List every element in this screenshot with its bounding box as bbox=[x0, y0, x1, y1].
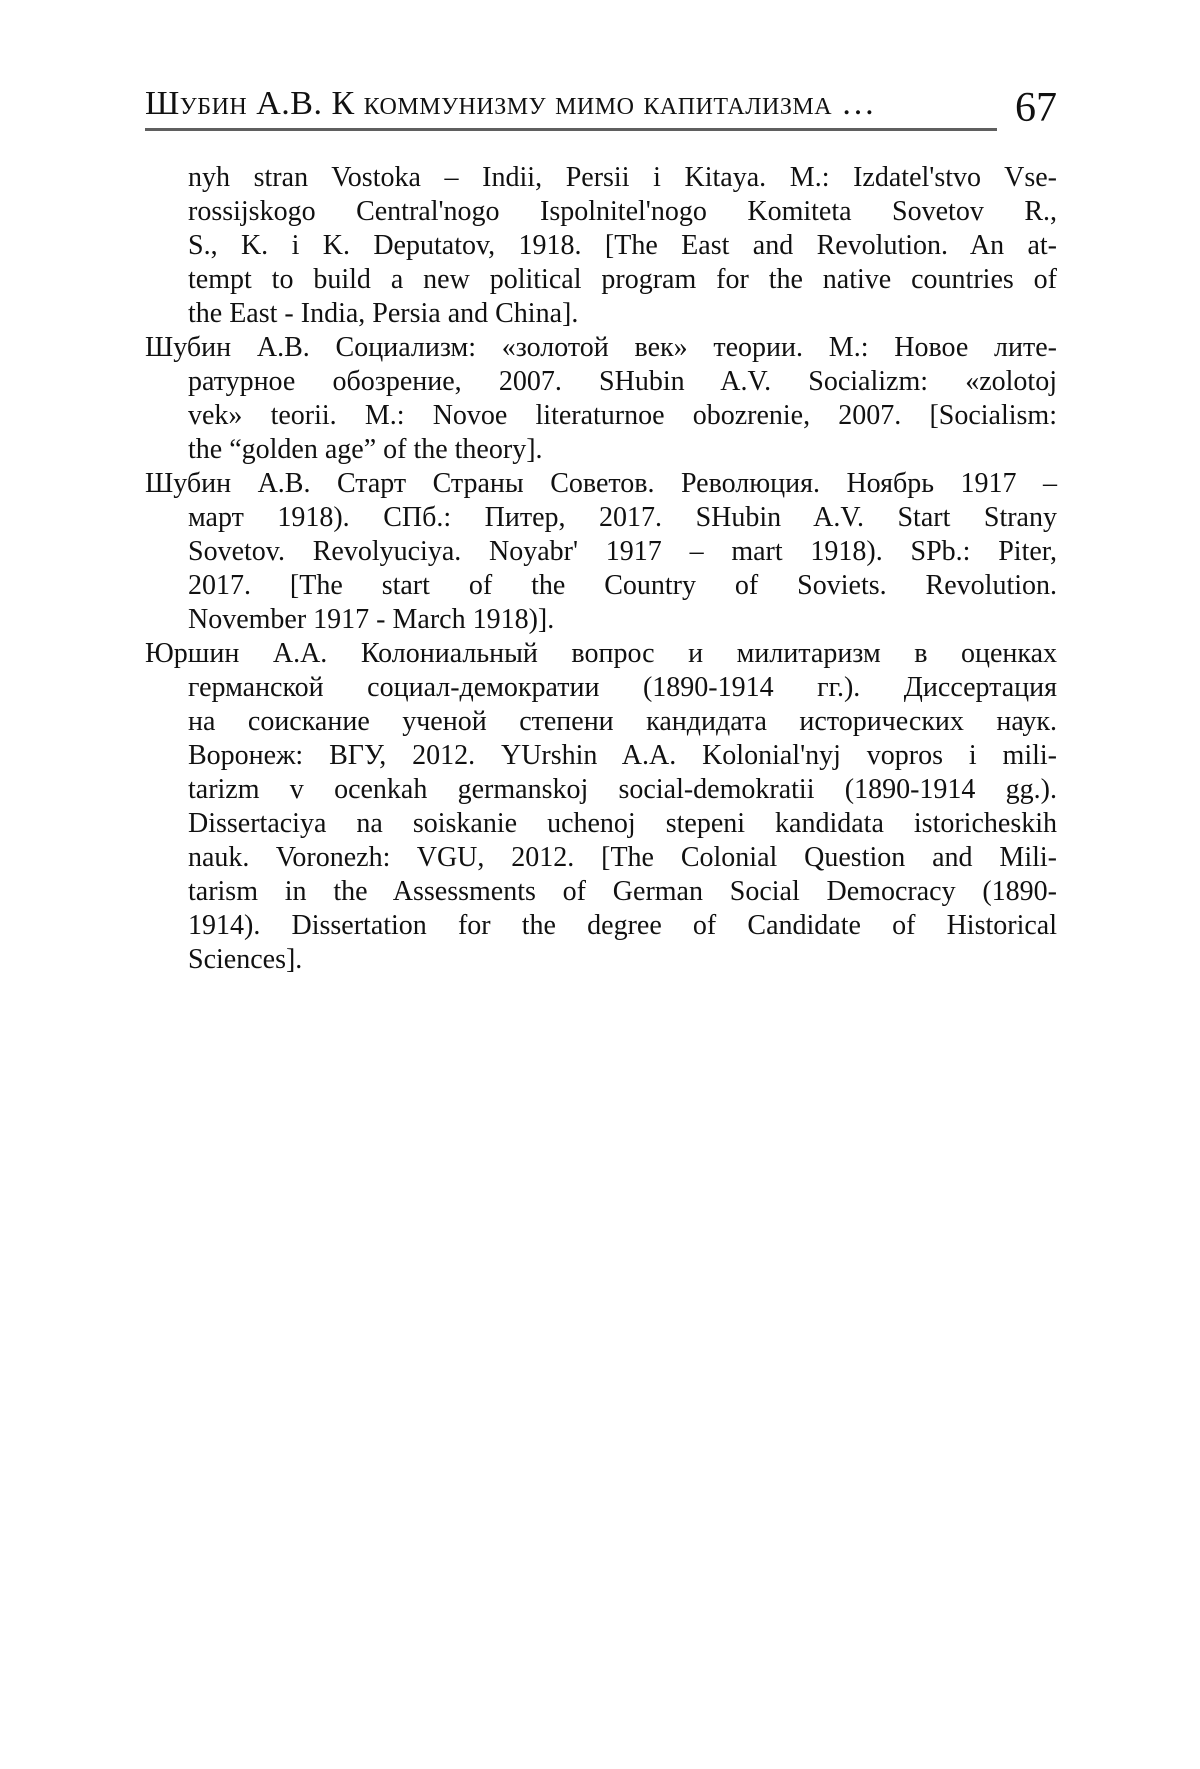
bib-line: 2017. [The start of the Country of Soviets. Revolution. bbox=[188, 569, 1057, 601]
bib-line: the “golden age” of the theory]. bbox=[188, 433, 543, 465]
bib-line: November 1917 - March 1918)]. bbox=[188, 603, 555, 635]
bib-line: ратурное обозрение, 2007. SHubin A.V. Socializm: «zolotoj bbox=[188, 365, 1057, 397]
header-rule bbox=[145, 86, 997, 131]
bib-line: Юршин А.А. Колониальный вопрос и милитаризм в оценках bbox=[145, 637, 1057, 669]
running-header bbox=[145, 86, 1057, 131]
bib-line: the East - India, Persia and China]. bbox=[188, 297, 579, 329]
bib-entry bbox=[145, 637, 1057, 977]
bib-entry bbox=[145, 331, 1057, 467]
bib-line: vek» teorii. M.: Novoe literaturnoe obozrenie, 2007. [Socialism: bbox=[188, 399, 1057, 431]
bib-line: Sciences]. bbox=[188, 943, 303, 975]
bib-entry bbox=[145, 467, 1057, 637]
bib-line: март 1918). СПб.: Питер, 2017. SHubin A.V. Start Strany bbox=[188, 501, 1057, 533]
bib-line: Sovetov. Revolyuciya. Noyabr' 1917 – mart 1918). SPb.: Piter, bbox=[188, 535, 1057, 567]
bib-line: 1914). Dissertation for the degree of Candidate of Historical bbox=[188, 909, 1057, 941]
bib-line: tarizm v ocenkah germanskoj social-demokratii (1890-1914 gg.). bbox=[188, 773, 1057, 805]
bib-line: rossijskogo Central'nogo Ispolnitel'nogo Komiteta Sovetov R., bbox=[188, 195, 1057, 227]
bib-line: Dissertaciya na soiskanie uchenoj stepeni kandidata istoricheskih bbox=[188, 807, 1057, 839]
header-title: Шубин А.В. К коммунизму мимо капитализма … bbox=[145, 85, 876, 122]
bib-line: tarism in the Assessments of German Social Democracy (1890- bbox=[188, 875, 1057, 907]
bib-line: S., K. i K. Deputatov, 1918. [The East and Revolution. An at- bbox=[188, 229, 1057, 261]
bib-line: tempt to build a new political program for the native countries of bbox=[188, 263, 1057, 295]
bib-entry bbox=[145, 161, 1057, 331]
bib-line: на соискание ученой степени кандидата исторических наук. bbox=[188, 705, 1057, 737]
bib-line: nyh stran Vostoka – Indii, Persii i Kitaya. M.: Izdatel'stvo Vse- bbox=[188, 161, 1057, 193]
bib-line: германской социал-демократии (1890-1914 гг.). Диссертация bbox=[188, 671, 1057, 703]
bib-line: Воронеж: ВГУ, 2012. YUrshin A.A. Kolonial'nyj vopros i mili- bbox=[188, 739, 1057, 771]
page-number: 67 bbox=[1015, 84, 1057, 131]
bib-line: nauk. Voronezh: VGU, 2012. [The Colonial Question and Mili- bbox=[188, 841, 1057, 873]
bib-line: Шубин А.В. Социализм: «золотой век» теории. М.: Новое лите- bbox=[145, 331, 1057, 363]
bibliography bbox=[145, 161, 1057, 977]
bib-line: Шубин А.В. Старт Страны Советов. Революция. Ноябрь 1917 – bbox=[145, 467, 1057, 499]
